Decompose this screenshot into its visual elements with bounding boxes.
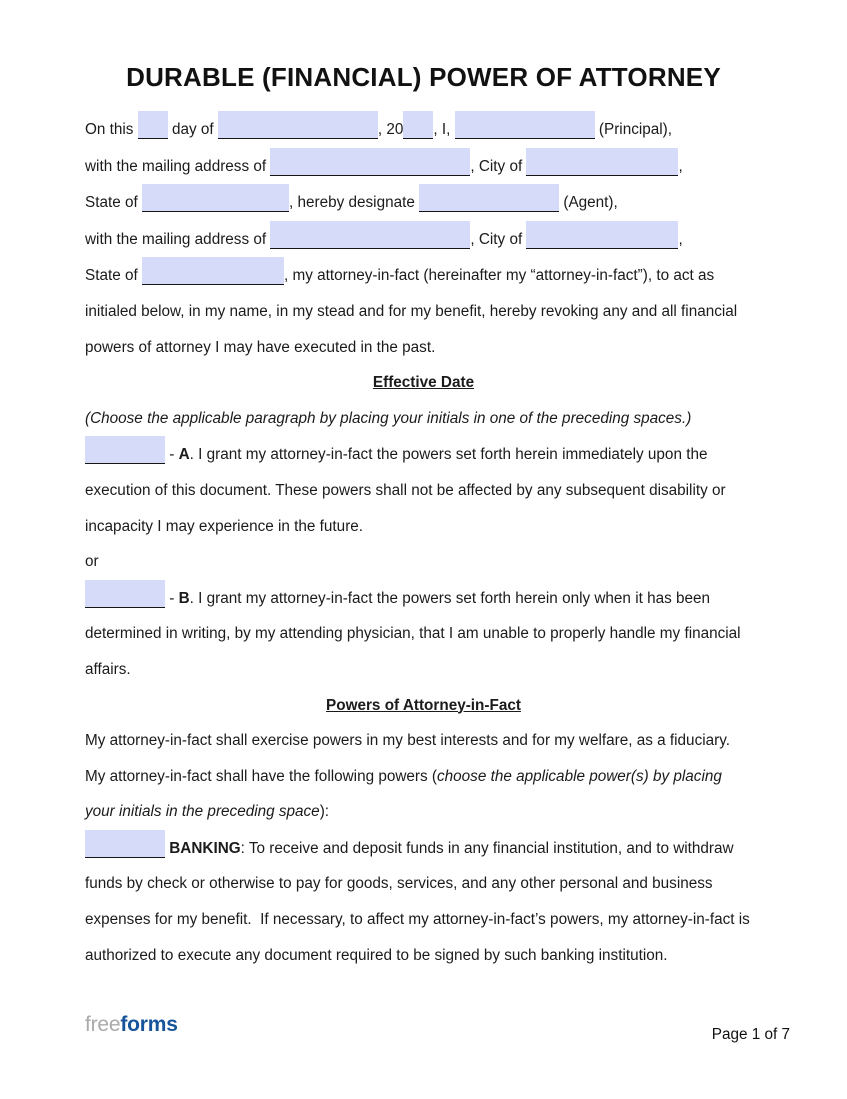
text-run: A (178, 446, 190, 464)
freeforms-logo (85, 1013, 178, 1037)
text-run: your initials in the preceding space (85, 803, 320, 821)
text-run: with the mailing address of (85, 157, 271, 175)
form-line (85, 221, 762, 258)
form-line (85, 866, 762, 902)
text-run: powers of attorney I may have executed in the past. (85, 338, 436, 356)
form-line (85, 938, 762, 974)
section-heading: Effective Date (372, 374, 475, 392)
text-run: , (678, 230, 683, 248)
form-line (85, 257, 762, 294)
text-run: funds by check or otherwise to pay for goods, services, and any other personal and business (85, 875, 713, 893)
text-run: , I, (433, 121, 455, 138)
text-run: affairs. (85, 660, 131, 678)
form-line (85, 580, 762, 617)
text-run: On this (85, 121, 138, 138)
logo-text-free: free (85, 1013, 121, 1036)
text-run: (Principal), (594, 121, 673, 138)
form-line (85, 148, 762, 185)
logo-text-forms: forms (120, 1013, 178, 1036)
text-run: (Agent), (559, 194, 618, 212)
text-run: , 20 (377, 121, 404, 138)
page-number: Page 1 of 7 (711, 1026, 790, 1043)
text-run: or (85, 553, 99, 571)
field-day[interactable] (138, 111, 168, 139)
text-run: My attorney-in-fact shall exercise powers in my best interests and for my welfare, as a fiduciary. (85, 732, 730, 750)
text-run: choose the applicable power(s) by placing (437, 767, 722, 785)
text-run: , (678, 157, 683, 175)
form-line (85, 294, 762, 330)
text-run: , City of (470, 230, 527, 248)
field-year[interactable] (403, 111, 433, 139)
text-run: incapacity I may experience in the future. (85, 517, 364, 535)
form-line (85, 616, 762, 652)
field-principal-city[interactable] (526, 148, 678, 176)
field-initials-option-a[interactable] (85, 436, 165, 464)
form-line (85, 830, 762, 867)
section-heading: Powers of Attorney-in-Fact (326, 696, 521, 714)
form-line (85, 902, 762, 938)
text-run: My attorney-in-fact shall have the following powers ( (85, 767, 437, 785)
field-principal-state[interactable] (142, 184, 289, 212)
text-run: - (165, 446, 179, 464)
form-line (85, 652, 762, 688)
text-run: , hereby designate (288, 194, 420, 212)
form-line (85, 436, 762, 473)
field-agent-name[interactable] (419, 184, 559, 212)
form-line (85, 759, 762, 795)
page-title: DURABLE (FINANCIAL) POWER OF ATTORNEY (126, 62, 721, 92)
field-principal-name[interactable] (455, 111, 595, 139)
form-line (85, 509, 762, 545)
field-principal-address[interactable] (270, 148, 470, 176)
text-run: (Choose the applicable paragraph by placing your initials in one of the preceding spaces.) (85, 409, 692, 427)
text-run: day of (167, 121, 218, 138)
text-run: . I grant my attorney-in-fact the powers set forth herein only when it has been (189, 589, 711, 607)
form-line (85, 544, 762, 580)
text-run: determined in writing, by my attending physician, that I am unable to properly handle my financial (85, 625, 741, 643)
field-initials-option-b[interactable] (85, 580, 165, 608)
text-run: State of (85, 194, 142, 212)
text-run: execution of this document. These powers shall not be affected by any subsequent disability or (85, 481, 726, 499)
form-line (85, 184, 762, 221)
field-agent-state[interactable] (142, 257, 284, 285)
text-run: BANKING (169, 839, 241, 857)
form-line (85, 473, 762, 509)
field-agent-city[interactable] (526, 221, 678, 249)
form-line (85, 794, 762, 830)
form-line (85, 330, 762, 366)
form-line (85, 401, 762, 437)
field-initials-banking[interactable] (85, 830, 165, 858)
form-line (85, 723, 762, 759)
field-month[interactable] (218, 111, 378, 139)
text-run: . I grant my attorney-in-fact the powers set forth herein immediately upon the (189, 446, 708, 464)
text-run: , my attorney-in-fact (hereinafter my “attorney-in-fact”), to act as (283, 267, 715, 285)
text-run: with the mailing address of (85, 230, 271, 248)
field-agent-address[interactable] (270, 221, 470, 249)
document-body (85, 111, 762, 973)
text-run: - (165, 589, 179, 607)
text-run: ): (319, 803, 330, 821)
text-run: authorized to execute any document required to be signed by such banking institution. (85, 946, 668, 964)
text-run: State of (85, 267, 142, 285)
text-run: , City of (470, 157, 527, 175)
text-run: expenses for my benefit. If necessary, to affect my attorney-in-fact’s powers, my attorney-in-fact is (85, 911, 750, 929)
text-run: initialed below, in my name, in my stead and for my benefit, hereby revoking any and all financial (85, 302, 738, 320)
text-run: : To receive and deposit funds in any financial institution, and to withdraw (240, 839, 734, 857)
form-line (85, 111, 762, 148)
text-run: B (178, 589, 190, 607)
